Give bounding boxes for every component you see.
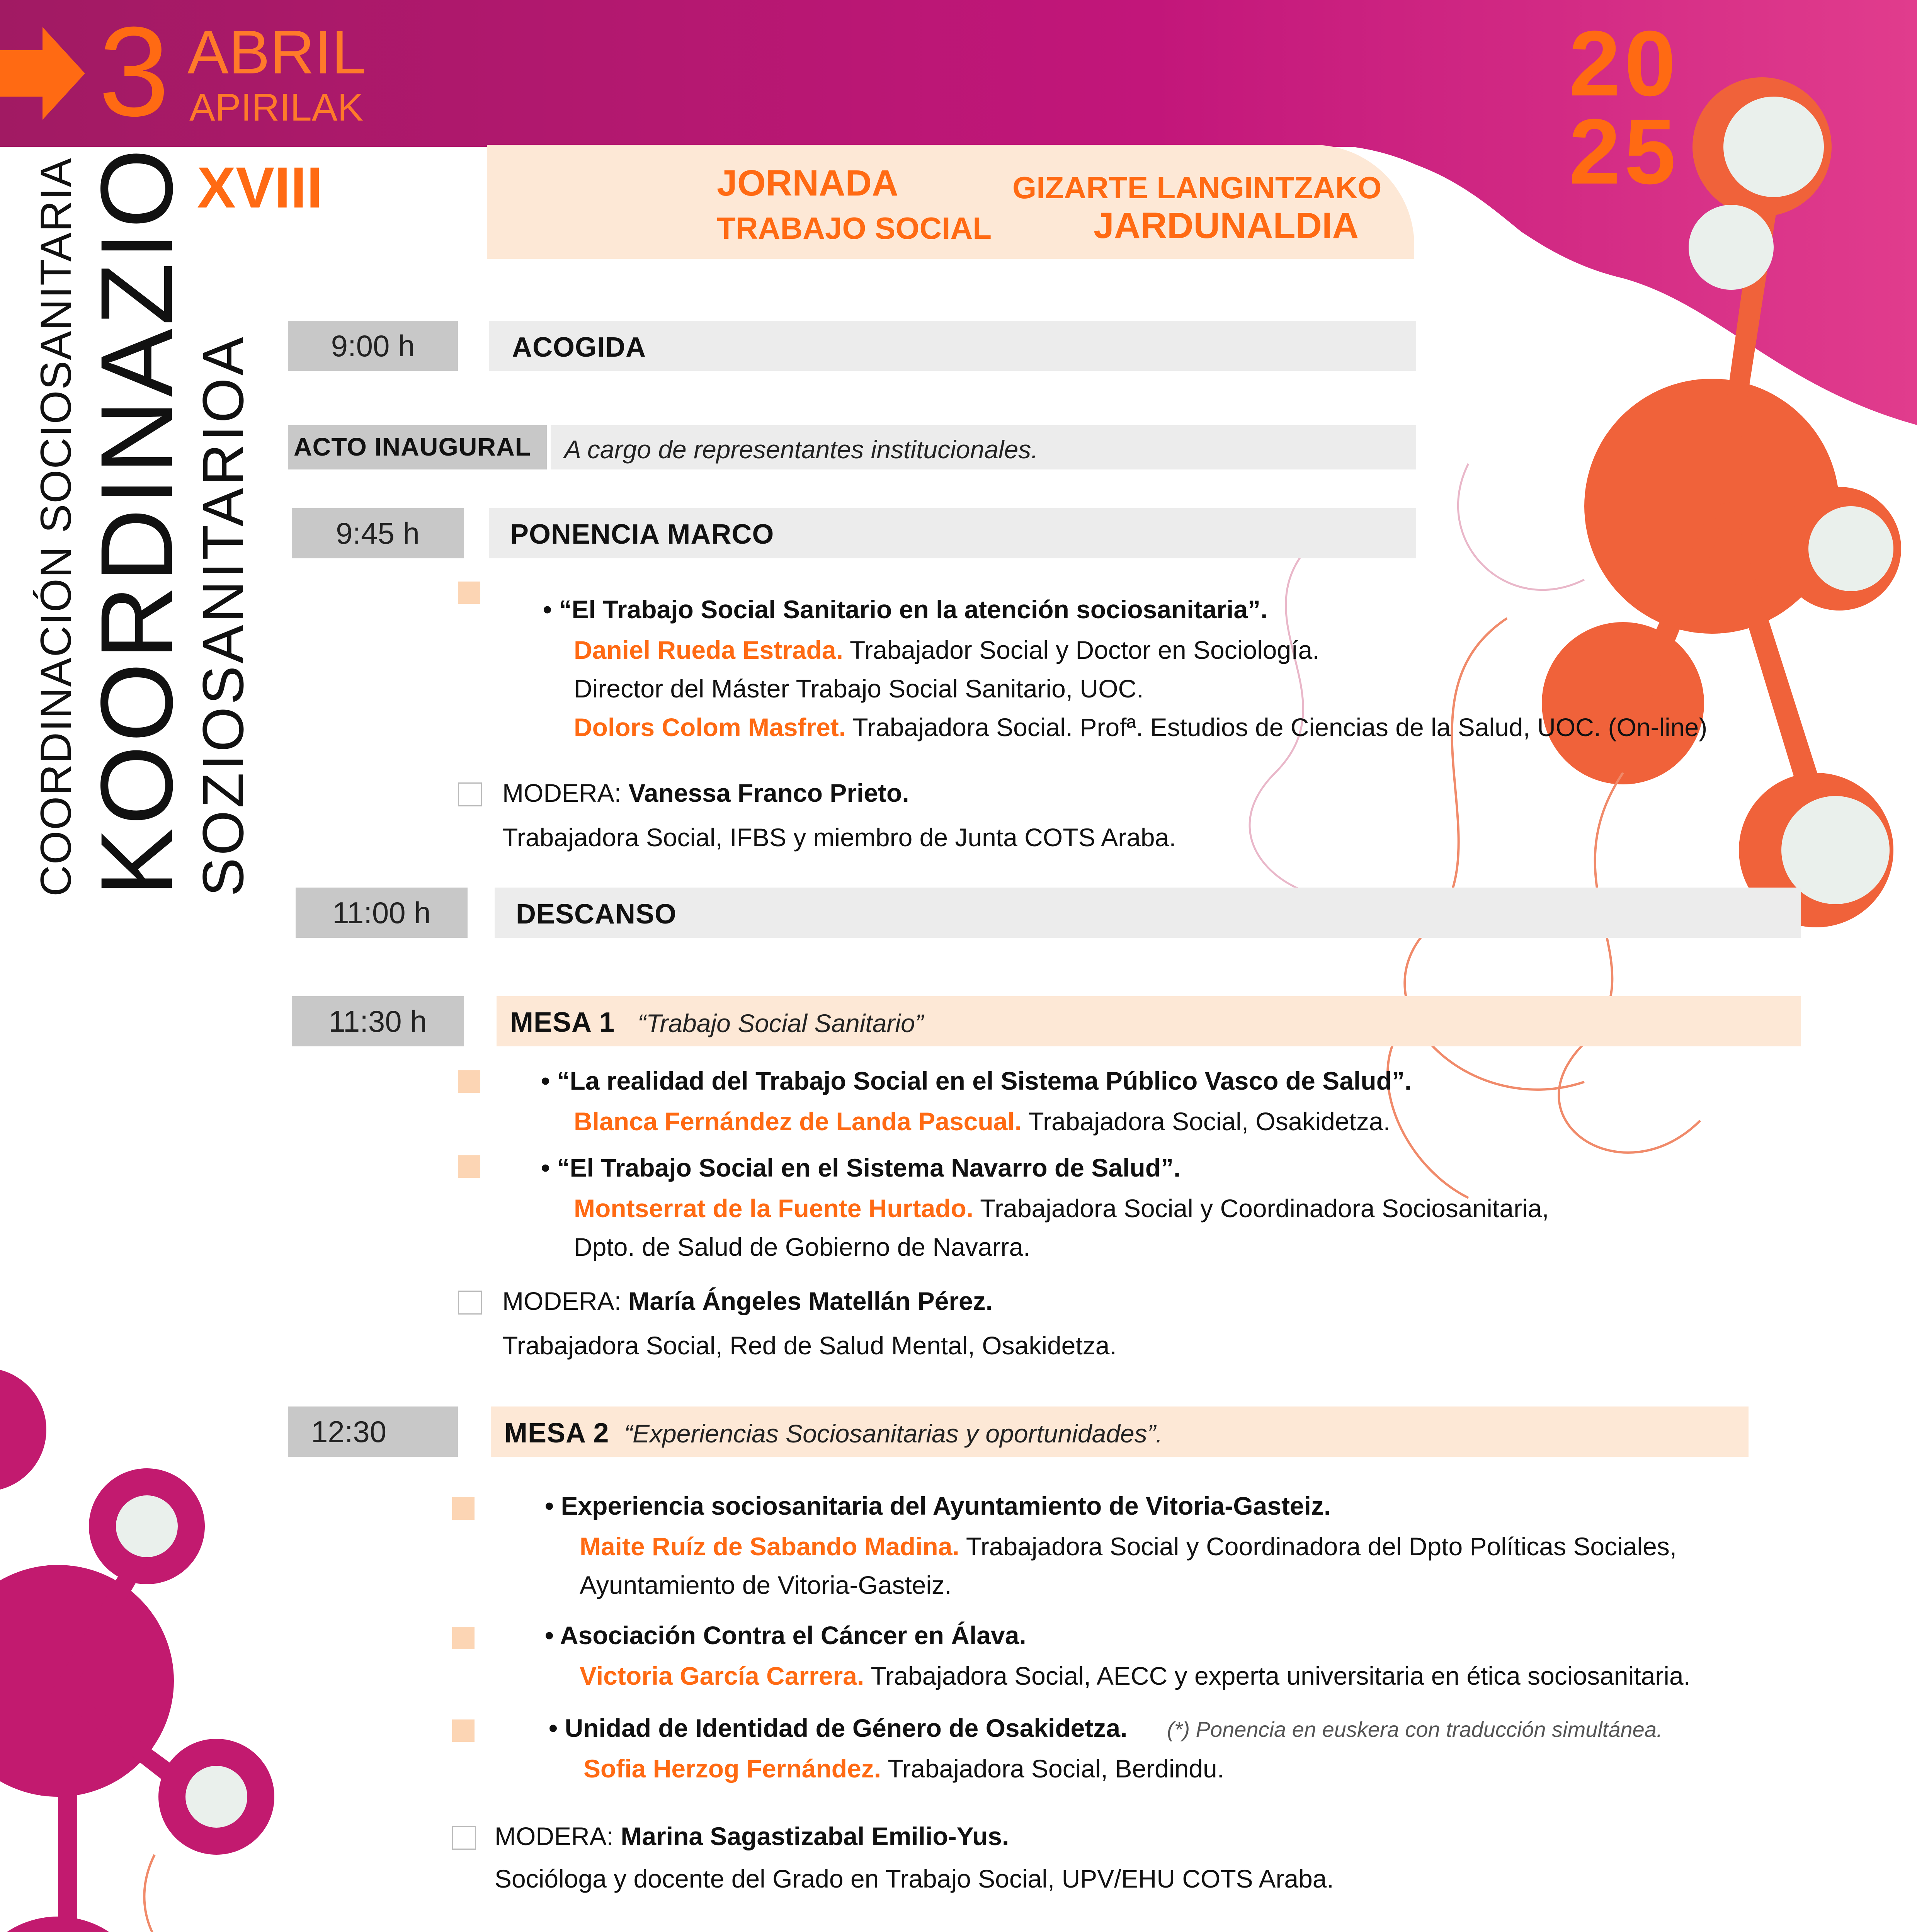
speaker-desc: Trabajadora Social, Berdindu. bbox=[881, 1754, 1224, 1783]
moderator-label: MODERA: bbox=[502, 779, 629, 807]
ponencia-speaker-1-desc2: Director del Máster Trabajo Social Sanitario, UOC. bbox=[574, 674, 1144, 703]
mesa2-speaker-2 bbox=[580, 1660, 1691, 1693]
speaker-name: Maite Ruíz de Sabando Madina. bbox=[580, 1532, 959, 1561]
moderator-square bbox=[452, 1826, 476, 1850]
speaker-name: Sofia Herzog Fernández. bbox=[583, 1754, 881, 1783]
mesa2-talk-3-note: (*) Ponencia en euskera con traducción simultánea. bbox=[1167, 1717, 1663, 1742]
moderator-label: MODERA: bbox=[495, 1822, 621, 1850]
bullet-square bbox=[458, 582, 480, 604]
speaker-name: Victoria García Carrera. bbox=[580, 1662, 864, 1690]
mesa1-sub: “Trabajo Social Sanitario” bbox=[638, 1009, 924, 1037]
jornada-es-subtitle: TRABAJO SOCIAL bbox=[717, 211, 992, 245]
moderator-name: María Ángeles Matellán Pérez. bbox=[628, 1287, 993, 1315]
mesa2-moderator-desc: Socióloga y docente del Grado en Trabajo Social, UPV/EHU COTS Araba. bbox=[495, 1864, 1334, 1893]
speaker-desc: Trabajadora Social y Coordinadora Sociosanitaria, bbox=[973, 1194, 1549, 1223]
moderator-name: Vanessa Franco Prieto. bbox=[628, 779, 909, 807]
speaker-name: Dolors Colom Masfret. bbox=[574, 713, 846, 742]
speaker-desc: Trabajadora Social, AECC y experta universitaria en ética sociosanitaria. bbox=[864, 1662, 1691, 1690]
time-mesa2: 12:30 bbox=[288, 1406, 458, 1457]
mesa1-moderator-desc: Trabajadora Social, Red de Salud Mental, Osakidetza. bbox=[502, 1331, 1117, 1360]
band-descanso bbox=[495, 888, 1801, 938]
label-descanso: DESCANSO bbox=[516, 899, 677, 930]
side-title-eu: SOZIOSANITARIOA bbox=[190, 334, 255, 896]
edition-number: XVIII bbox=[197, 155, 323, 220]
bullet-square bbox=[452, 1627, 475, 1649]
mesa2-speaker-3 bbox=[583, 1752, 1224, 1786]
speaker-name: Blanca Fernández de Landa Pascual. bbox=[574, 1107, 1022, 1136]
mesa2-speaker-1-desc2: Ayuntamiento de Vitoria-Gasteiz. bbox=[580, 1571, 952, 1599]
year-bottom: 25 bbox=[1569, 100, 1680, 203]
time-descanso: 11:00 h bbox=[296, 888, 468, 938]
ponencia-talk: • “El Trabajo Social Sanitario en la atención sociosanitaria”. bbox=[543, 595, 1268, 624]
speaker-desc: Trabajadora Social, Osakidetza. bbox=[1022, 1107, 1390, 1136]
event-day: 3 bbox=[99, 0, 170, 143]
label-acto: ACTO INAUGURAL bbox=[294, 432, 531, 461]
speaker-desc: Trabajadora Social y Coordinadora del Dpto Políticas Sociales, bbox=[959, 1532, 1677, 1561]
speaker-name: Montserrat de la Fuente Hurtado. bbox=[574, 1194, 974, 1223]
acto-sub: A cargo de representantes institucionales. bbox=[564, 435, 1038, 464]
event-year bbox=[1569, 12, 1680, 203]
mesa2-moderator bbox=[495, 1820, 1009, 1853]
speaker-name: Daniel Rueda Estrada. bbox=[574, 636, 843, 664]
moderator-label: MODERA: bbox=[502, 1287, 629, 1315]
bullet-square bbox=[452, 1497, 475, 1520]
jornada-es-title: JORNADA bbox=[717, 163, 898, 204]
mesa2-talk-2: • Asociación Contra el Cáncer en Álava. bbox=[545, 1621, 1026, 1650]
moderator-square bbox=[458, 782, 482, 806]
mesa1-speaker-2 bbox=[574, 1192, 1549, 1225]
ponencia-moderator bbox=[502, 777, 909, 810]
ponencia-speaker-1 bbox=[574, 634, 1320, 667]
mesa1-talk-2: • “El Trabajo Social en el Sistema Navarro de Salud”. bbox=[541, 1153, 1181, 1182]
speaker-desc: Trabajador Social y Doctor en Sociología. bbox=[843, 636, 1320, 664]
moderator-square bbox=[458, 1291, 482, 1315]
mesa2-talk-1: • Experiencia sociosanitaria del Ayuntamiento de Vitoria-Gasteiz. bbox=[545, 1492, 1331, 1520]
moderator-name: Marina Sagastizabal Emilio-Yus. bbox=[621, 1822, 1009, 1850]
time-acogida: 9:00 h bbox=[288, 321, 458, 371]
mesa1-moderator bbox=[502, 1285, 993, 1318]
mesa2-sub: “Experiencias Sociosanitarias y oportunidades”. bbox=[624, 1419, 1163, 1448]
ponencia-moderator-desc: Trabajadora Social, IFBS y miembro de Junta COTS Araba. bbox=[502, 823, 1176, 852]
label-ponencia: PONENCIA MARCO bbox=[510, 519, 774, 550]
arrow-icon bbox=[0, 27, 85, 120]
ponencia-speaker-2 bbox=[574, 711, 1707, 744]
side-title-es: COORDINACIÓN SOCIOSANITARIA bbox=[32, 157, 80, 896]
label-mesa2: MESA 2 bbox=[504, 1418, 609, 1449]
event-month-eu: APIRILAK bbox=[189, 86, 364, 129]
speaker-desc: Trabajadora Social. Profª. Estudios de Ciencias de la Salud, UOC. (On-line) bbox=[846, 713, 1708, 742]
jornada-eu-subtitle: JARDUNALDIA bbox=[1094, 205, 1359, 246]
year-top: 20 bbox=[1569, 12, 1680, 115]
label-acogida: ACOGIDA bbox=[512, 332, 646, 363]
mesa2-talk-3: • Unidad de Identidad de Género de Osakidetza. bbox=[549, 1714, 1128, 1742]
bullet-square bbox=[458, 1155, 480, 1178]
side-title bbox=[31, 146, 257, 896]
jornada-eu-title: GIZARTE LANGINTZAKO bbox=[1012, 170, 1382, 205]
mesa2-speaker-1 bbox=[580, 1530, 1677, 1563]
mesa1-speaker-2-desc2: Dpto. de Salud de Gobierno de Navarra. bbox=[574, 1233, 1031, 1261]
bullet-square bbox=[452, 1719, 475, 1742]
event-month-es: ABRIL bbox=[187, 17, 366, 87]
mesa1-speaker-1 bbox=[574, 1105, 1390, 1138]
time-ponencia: 9:45 h bbox=[292, 508, 464, 558]
label-mesa1: MESA 1 bbox=[510, 1007, 615, 1038]
time-mesa1: 11:30 h bbox=[292, 996, 464, 1046]
side-title-main: KOORDINAZIO bbox=[80, 145, 194, 896]
mesa1-talk-1: • “La realidad del Trabajo Social en el Sistema Público Vasco de Salud”. bbox=[541, 1066, 1412, 1095]
bullet-square bbox=[458, 1070, 480, 1093]
